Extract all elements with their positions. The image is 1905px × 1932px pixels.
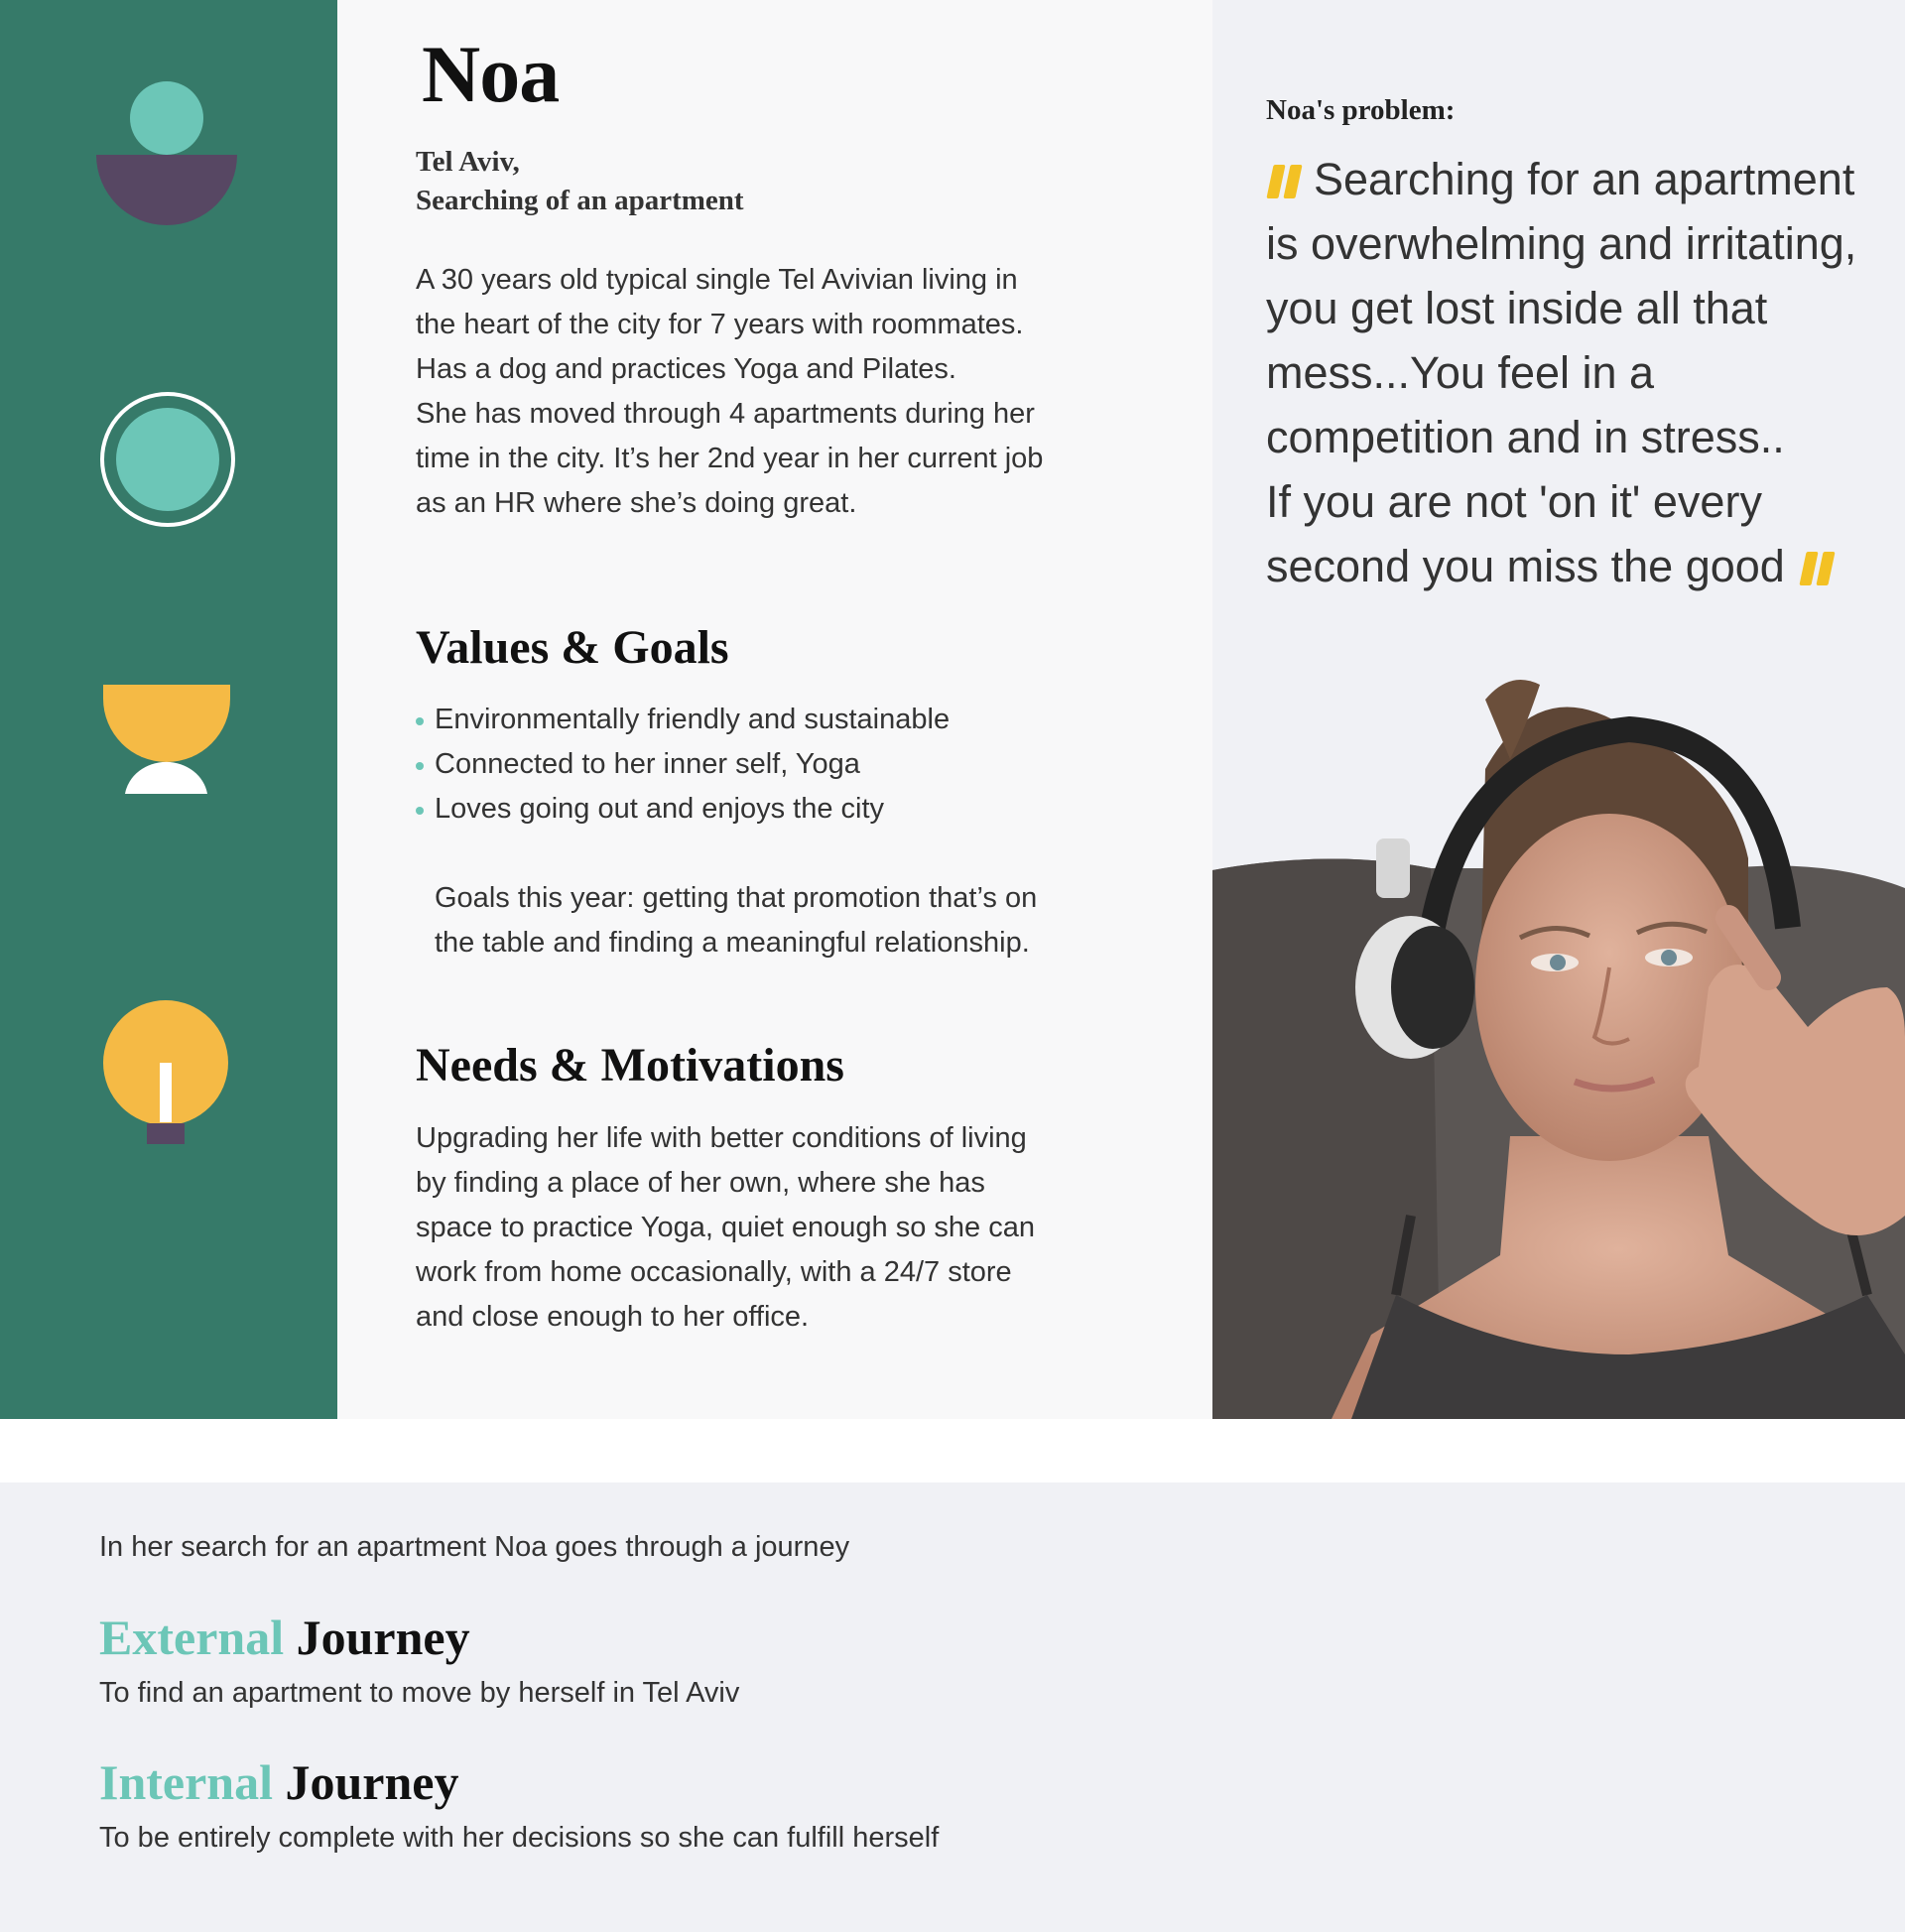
bio-paragraph: A 30 years old typical single Tel Avivian living in the heart of the city for 7 years with roommates. Has a dog and practices Yoga and Pilates. [416,264,1024,385]
lightbulb-icon [100,1000,239,1169]
persona-photo [1212,660,1905,1419]
needs-motivations-title: Needs & Motivations [416,1039,844,1092]
internal-journey-description: To be entirely complete with her decisions so she can fulfill herself [99,1822,940,1854]
persona-subtitle [416,143,744,220]
quote-close-icon [1799,552,1833,585]
quote-text: Searching for an apartment is overwhelming and irritating, you get lost inside all that mess...You feel in a competition and in stress.. [1266,154,1857,462]
quote-open-icon [1266,165,1300,198]
problem-quote [1266,147,1861,598]
persona-name: Noa [422,29,560,119]
internal-journey-accent: Internal [99,1754,273,1810]
ring-circle-icon [98,390,237,529]
values-list [416,698,950,832]
needs-text: Upgrading her life with better conditions of living by finding a place of her own, where she has space to practice Yoga, quiet enough so she can work from home occasionally, with a 24/7 store and close enough to her office. [416,1122,1035,1333]
list-item: Loves going out and enjoys the city [416,787,950,832]
person-bowl-icon [94,81,243,230]
internal-journey-title [99,1753,459,1811]
values-goals-title: Values & Goals [416,621,729,674]
quote-text: If you are not 'on it' every second you miss the good [1266,476,1785,591]
persona-bio [416,258,1051,526]
persona-situation: Searching of an apartment [416,185,744,216]
internal-journey-label: Journey [285,1754,459,1810]
hourglass-icon [100,685,239,804]
bio-paragraph: She has moved through 4 apartments during her time in the city. It’s her 2nd year in her current job as an HR where she’s doing great. [416,398,1044,519]
list-item: Connected to her inner self, Yoga [416,742,950,787]
persona-location: Tel Aviv, [416,146,520,178]
journey-section [0,1482,1905,1932]
icon-sidebar [0,0,337,1419]
external-journey-title [99,1609,470,1666]
goals-text: Goals this year: getting that promotion that’s on the table and finding a meaningful relationship. [435,882,1038,959]
problem-label: Noa's problem: [1266,94,1456,126]
persona-info [337,0,1212,1419]
external-journey-label: Journey [296,1610,470,1665]
list-item: Environmentally friendly and sustainable [416,698,950,742]
journey-intro: In her search for an apartment Noa goes through a journey [99,1531,850,1563]
external-journey-accent: External [99,1610,285,1665]
problem-panel [1212,0,1905,1419]
external-journey-description: To find an apartment to move by herself in Tel Aviv [99,1677,740,1709]
